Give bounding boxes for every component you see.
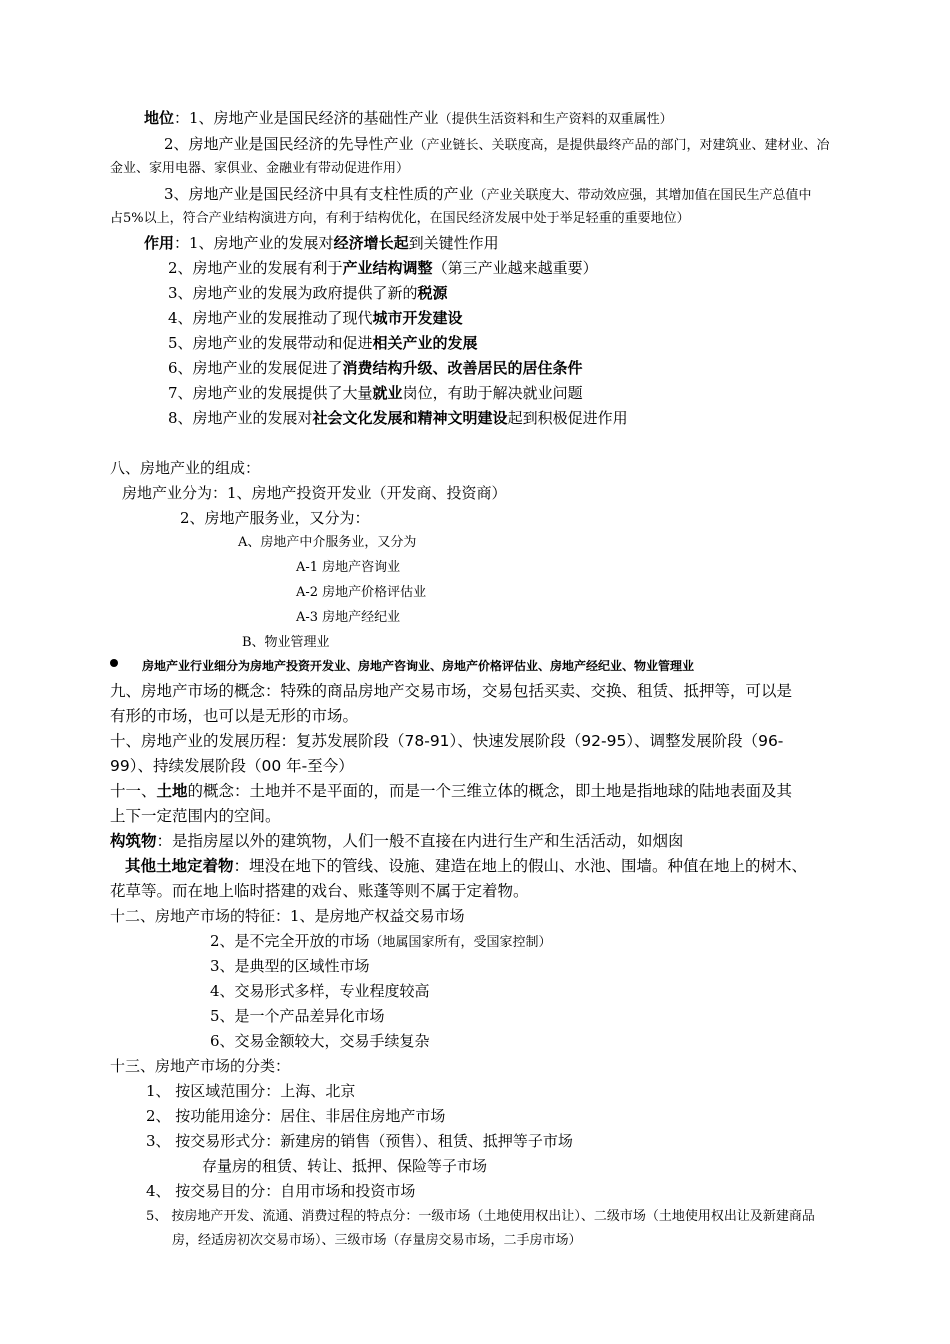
section-12-feature-5: 5、是一个产品差异化市场 (210, 1007, 385, 1025)
section-8-title: 八、房地产业的组成： (110, 459, 261, 477)
role-line-1: 作用：1、房地产业的发展对经济增长起到关键性作用 (144, 234, 499, 252)
role-line-3: 3、房地产业的发展为政府提供了新的税源 (168, 284, 448, 302)
section-13-class-4: 4、 按交易目的分：自用市场和投资市场 (146, 1182, 416, 1200)
section-8-item-a2: A-2 房地产价格评估业 (296, 585, 427, 600)
position-line-1: 地位：1、房地产业是国民经济的基础性产业（提供生活资料和生产资料的双重属性） (144, 109, 673, 127)
section-8-item-a: A、房地产中介服务业，又分为 (238, 535, 417, 550)
role-line-4: 4、房地产业的发展推动了现代城市开发建设 (168, 309, 463, 327)
role-label: 作用 (144, 234, 175, 252)
role-line-6: 6、房地产业的发展促进了消费结构升级、改善居民的居住条件 (168, 359, 583, 377)
section-8-line-2: 2、房地产服务业，又分为： (180, 509, 370, 527)
section-13-class-2: 2、 按功能用途分：居住、非居住房地产市场 (146, 1107, 446, 1125)
position-line-3: 3、房地产业是国民经济中具有支柱性质的产业（产业关联度大、带动效应强，其增加值在国民生产总值中 (164, 185, 812, 203)
section-13-class-3b: 存量房的租赁、转让、抵押、保险等子市场 (202, 1157, 488, 1175)
section-10-line-2: 99）、持续发展阶段（00 年-至今） (110, 757, 354, 775)
section-11-line-3: 构筑物：是指房屋以外的建筑物，人们一般不直接在内进行生产和生活活动，如烟囱 (110, 832, 684, 850)
section-13-class-5b: 房，经适房初次交易市场）、三级市场（存量房交易市场，二手房市场） (172, 1233, 582, 1248)
section-11-line-4: 其他土地定着物：埋没在地下的管线、设施、建造在地上的假山、水池、围墙。种值在地上的树木、 (125, 857, 808, 875)
section-13-class-3: 3、 按交易形式分：新建房的销售（预售）、租赁、抵押等子市场 (146, 1132, 573, 1150)
position-line-2: 2、房地产业是国民经济的先导性产业（产业链长、关联度高，是提供最终产品的部门，对建筑业、建材业、冶 (164, 135, 830, 153)
position-line-3b: 占5%以上，符合产业结构演进方向，有利于结构优化，在国民经济发展中处于举足轻重的重要地位） (110, 211, 690, 226)
section-12-feature-6: 6、交易金额较大，交易手续复杂 (210, 1032, 430, 1050)
section-11-line-5: 花草等。而在地上临时搭建的戏台、账蓬等则不属于定着物。 (110, 882, 529, 900)
section-8-line-1: 房地产业分为：1、房地产投资开发业（开发商、投资商） (122, 484, 507, 502)
role-line-2: 2、房地产业的发展有利于产业结构调整（第三产业越来越重要） (168, 259, 598, 277)
position-line-2b: 金业、家用电器、家俱业、金融业有带动促进作用） (110, 161, 410, 176)
section-10-line-1: 十、房地产业的发展历程：复苏发展阶段（78-91）、快速发展阶段（92-95）、调整发展阶段（96- (110, 732, 784, 750)
section-11-line-1: 十一、土地的概念：土地并不是平面的，而是一个三维立体的概念，即土地是指地球的陆地表面及其 (110, 782, 793, 800)
section-8-item-a3: A-3 房地产经纪业 (296, 610, 401, 625)
section-13-class-5: 5、 按房地产开发、流通、消费过程的特点分：一级市场（土地使用权出让）、二级市场（土地使用权出让及新建商品 (146, 1209, 815, 1224)
section-13-title: 十三、房地产市场的分类： (110, 1057, 291, 1075)
section-11-line-2: 上下一定范围内的空间。 (110, 807, 281, 825)
position-label: 地位 (144, 109, 175, 127)
role-line-8: 8、房地产业的发展对社会文化发展和精神文明建设起到积极促进作用 (168, 409, 628, 427)
section-12-feature-4: 4、交易形式多样，专业程度较高 (210, 982, 430, 1000)
section-13-class-1: 1、 按区域范围分：上海、北京 (146, 1082, 356, 1100)
section-9-line-2: 有形的市场，也可以是无形的市场。 (110, 707, 359, 725)
section-8-item-a1: A-1 房地产咨询业 (296, 560, 401, 575)
section-9-line-1: 九、房地产市场的概念：特殊的商品房地产交易市场，交易包括买卖、交换、租赁、抵押等，可以是 (110, 682, 793, 700)
role-line-5: 5、房地产业的发展带动和促进相关产业的发展 (168, 334, 478, 352)
section-12-feature-3: 3、是典型的区域性市场 (210, 957, 370, 975)
section-8-bullet-text: 房地产业行业细分为房地产投资开发业、房地产咨询业、房地产价格评估业、房地产经纪业、物业管理业 (142, 659, 695, 673)
section-8-item-b: B、物业管理业 (242, 635, 330, 650)
bullet-icon (110, 659, 118, 667)
role-line-7: 7、房地产业的发展提供了大量就业岗位，有助于解决就业问题 (168, 384, 583, 402)
section-12-feature-2: 2、是不完全开放的市场（地属国家所有，受国家控制） (210, 932, 552, 950)
section-12-title: 十二、房地产市场的特征：1、是房地产权益交易市场 (110, 907, 465, 925)
